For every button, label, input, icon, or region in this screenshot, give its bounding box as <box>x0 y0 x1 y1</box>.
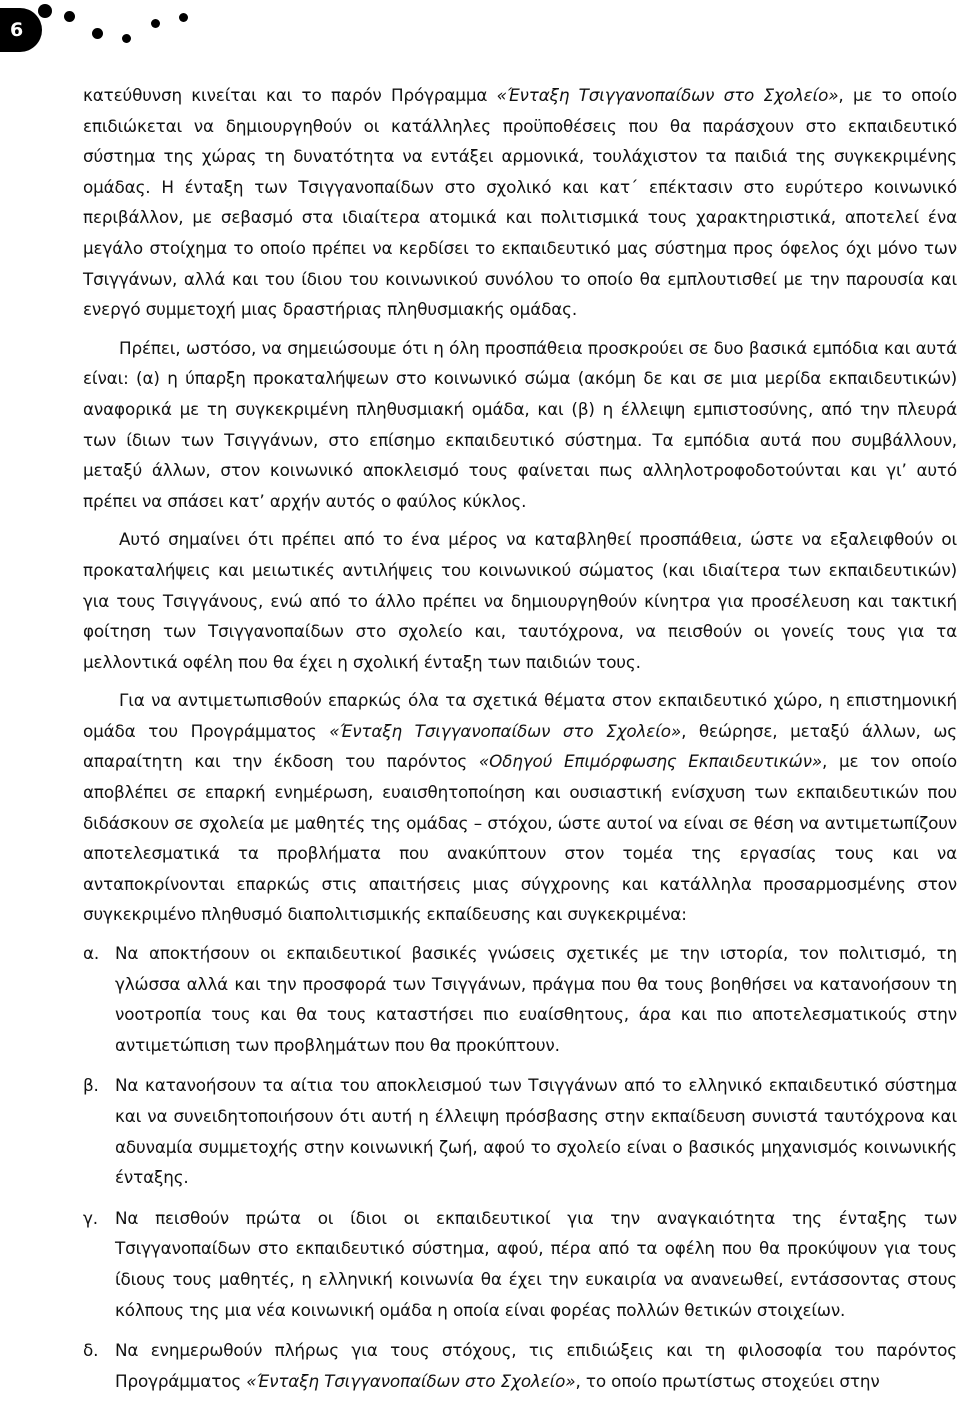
page-number-badge <box>0 8 42 52</box>
page-number: 6 <box>10 19 24 41</box>
list-item-text: Να κατανοήσουν τα αίτια του αποκλεισμού των Τσιγγάνων από το ελληνικό εκπαιδευτικό σύστημα και να συνειδητοποιήσουν ότι αυτή η έλλειψη πρόσβασης στην εκπαίδευση συνιστά ταυτόχρονα και αδυναμία συμμετοχής στην κοινωνική ζωή, αφού το σχολείο είναι ο βασικός μηχανισμός κοινωνικής ένταξης. <box>115 1075 957 1188</box>
list-item-text-part: Να ενημερωθούν πλήρως για τους στόχους, τις επιδιώξεις και τη φιλοσοφία του παρόντος Προγράμματος <box>115 1340 957 1391</box>
list-item-text <box>115 1335 957 1396</box>
list-item-text-part: , το οποίο πρωτίστως στοχεύει στην <box>575 1370 880 1391</box>
decorative-dot <box>151 19 160 28</box>
paragraph-text: κατεύθυνση κινείται και το παρόν Πρόγραμμα <box>83 85 497 105</box>
paragraph: Πρέπει, ωστόσο, να σημειώσουμε ότι η όλη προσπάθεια προσκρούει σε δυο βασικά εμπόδια και αυτά είναι: (α) η ύπαρξη προκαταλήψεων στο κοινωνικό σώμα (ακόμη δε και σε μια μερίδα εκπαιδευτικών) αναφορικά με τη συγκεκριμένη πληθυσμιακή ομάδα, και (β) η έλλειψη εμπιστοσύνης, από την πλευρά των ίδιων των Τσιγγάνων, στο επίσημο εκπαιδευτικό σύστημα. Τα εμπόδια αυτά που συμβάλλουν, μεταξύ άλλων, στον κοινωνικό αποκλεισμό τους φαίνεται πως αλληλοτροφοδοτούνται και γι’ αυτό πρέπει να σπάσει κατ’ αρχήν αυτός ο φαύλος κύκλος. <box>83 337 957 511</box>
document-body <box>83 80 957 1406</box>
list-marker: δ. <box>83 1340 99 1361</box>
list-item <box>83 1203 957 1325</box>
decorative-dot <box>122 34 131 43</box>
decorative-dot <box>38 4 52 18</box>
objectives-list <box>83 938 957 1396</box>
paragraph-text: , θεώρησε, μεταξύ άλλων, ως απαραίτητη και την έκδοση του παρόντος <box>83 720 957 772</box>
decorative-dot <box>92 28 103 39</box>
paragraph-text: Για να αντιμετωπισθούν επαρκώς όλα τα σχετικά θέματα στον εκπαιδευτικό χώρο, η επιστημονική ομάδα του Προγράμματος <box>83 690 957 741</box>
list-marker: α. <box>83 943 100 964</box>
program-title: «Ένταξη Τσιγγανοπαίδων στο Σχολείο» <box>496 85 839 105</box>
list-item <box>83 1070 957 1192</box>
program-title: «Ένταξη Τσιγγανοπαίδων στο Σχολείο» <box>246 1370 576 1391</box>
program-title: «Ένταξη Τσιγγανοπαίδων στο Σχολείο» <box>329 720 682 741</box>
list-marker: γ. <box>83 1207 98 1228</box>
list-item-text: Να αποκτήσουν οι εκπαιδευτικοί βασικές γνώσεις σχετικές με την ιστορία, τον πολιτισμό, τη γλώσσα αλλά και την προσφορά των Τσιγγάνων, πράγμα που θα τους βοηθήσει να κατανοήσουν τη νοοτροπία τους και θα τους καταστήσει πιο ευαίσθητους, άρα και πιο αποτελεσματικούς στην αντιμετώπιση των προβλημάτων που θα προκύπτουν. <box>115 943 957 1055</box>
decorative-dot <box>64 11 75 22</box>
paragraph-text: , με το οποίο επιδιώκεται να δημιουργηθούν οι κατάλληλες προϋποθέσεις που θα παράσχουν στο εκπαιδευτικό σύστημα της χώρας τη δυνατότητα να εντάξει αρμονικά, τουλάχιστον τα παιδιά της συγκεκριμένης ομάδας. Η ένταξη των Τσιγγανοπαίδων στο σχολικό και κατ΄ επέκτασιν στο ευρύτερο κοινωνικό περιβάλλον, με σεβασμό στα ιδιαίτερα ατομικά και πολιτισμικά τους χαρακτηριστικά, αποτελεί ένα μεγάλο στοίχημα το οποίο πρέπει να κερδίσει το εκπαιδευτικό μας σύστημα προς όφελος όχι μόνο των Τσιγγάνων, αλλά και του ίδιου του κοινωνικού συνόλου το οποίο θα εμπλουτισθεί με την παρουσία και ενεργό συμμετοχή μιας δραστήριας πληθυσμιακής ομάδας. <box>83 85 957 320</box>
list-item-text: Να πεισθούν πρώτα οι ίδιοι οι εκπαιδευτικοί για την αναγκαιότητα της ένταξης των Τσιγγανοπαίδων στο εκπαιδευτικό σύστημα, αφού, πέρα από τα οφέλη που θα προκύψουν για τους ίδιους τους μαθητές, η ελληνική κοινωνία θα έχει την ευκαιρία να ανανεωθεί, εντάσσοντας στους κόλπους της μια νέα κοινωνική ομάδα η οποία είναι φορέας πολλών θετικών στοιχείων. <box>115 1207 957 1320</box>
list-marker: β. <box>83 1075 99 1096</box>
decorative-dot <box>179 13 188 22</box>
paragraph <box>83 80 957 325</box>
guide-title: «Οδηγού Επιμόρφωσης Εκπαιδευτικών» <box>478 751 823 772</box>
list-item <box>83 1335 957 1396</box>
list-item <box>83 938 957 1060</box>
paragraph-text: , με τον οποίο αποβλέπει σε επαρκή ενημέρωση, ευαισθητοποίηση και ουσιαστική ενίσχυση των εκπαιδευτικών που διδάσκουν σε σχολεία με μαθητές της ομάδας – στόχου, ώστε αυτοί να είναι σε θέση να αντιμετωπίζουν αποτελεσματικά τα προβλήματα που ανακύπτουν στον τομέα της εργασίας τους και να ανταποκρίνονται επαρκώς στις απαιτήσεις μιας σύγχρονης και κατάλληλα προσαρμοσμένης στον συγκεκριμένο πληθυσμό διαπολιτισμικής εκπαίδευσης και συγκεκριμένα: <box>83 751 958 925</box>
paragraph: Αυτό σημαίνει ότι πρέπει από το ένα μέρος να καταβληθεί προσπάθεια, ώστε να εξαλειφθούν οι προκαταλήψεις και μειωτικές αντιλήψεις του κοινωνικού σώματος (και ιδιαίτερα των εκπαιδευτικών) για τους Τσιγγάνους, ενώ από το άλλο πρέπει να δημιουργηθούν κίνητρα για προσέλευση και τακτική φοίτηση των Τσιγγανοπαίδων στο σχολείο και, ταυτόχρονα, να πεισθούν οι γονείς τους για τα μελλοντικά οφέλη που θα έχει η σχολική ένταξη των παιδιών τους. <box>83 529 957 672</box>
paragraph <box>83 685 957 930</box>
